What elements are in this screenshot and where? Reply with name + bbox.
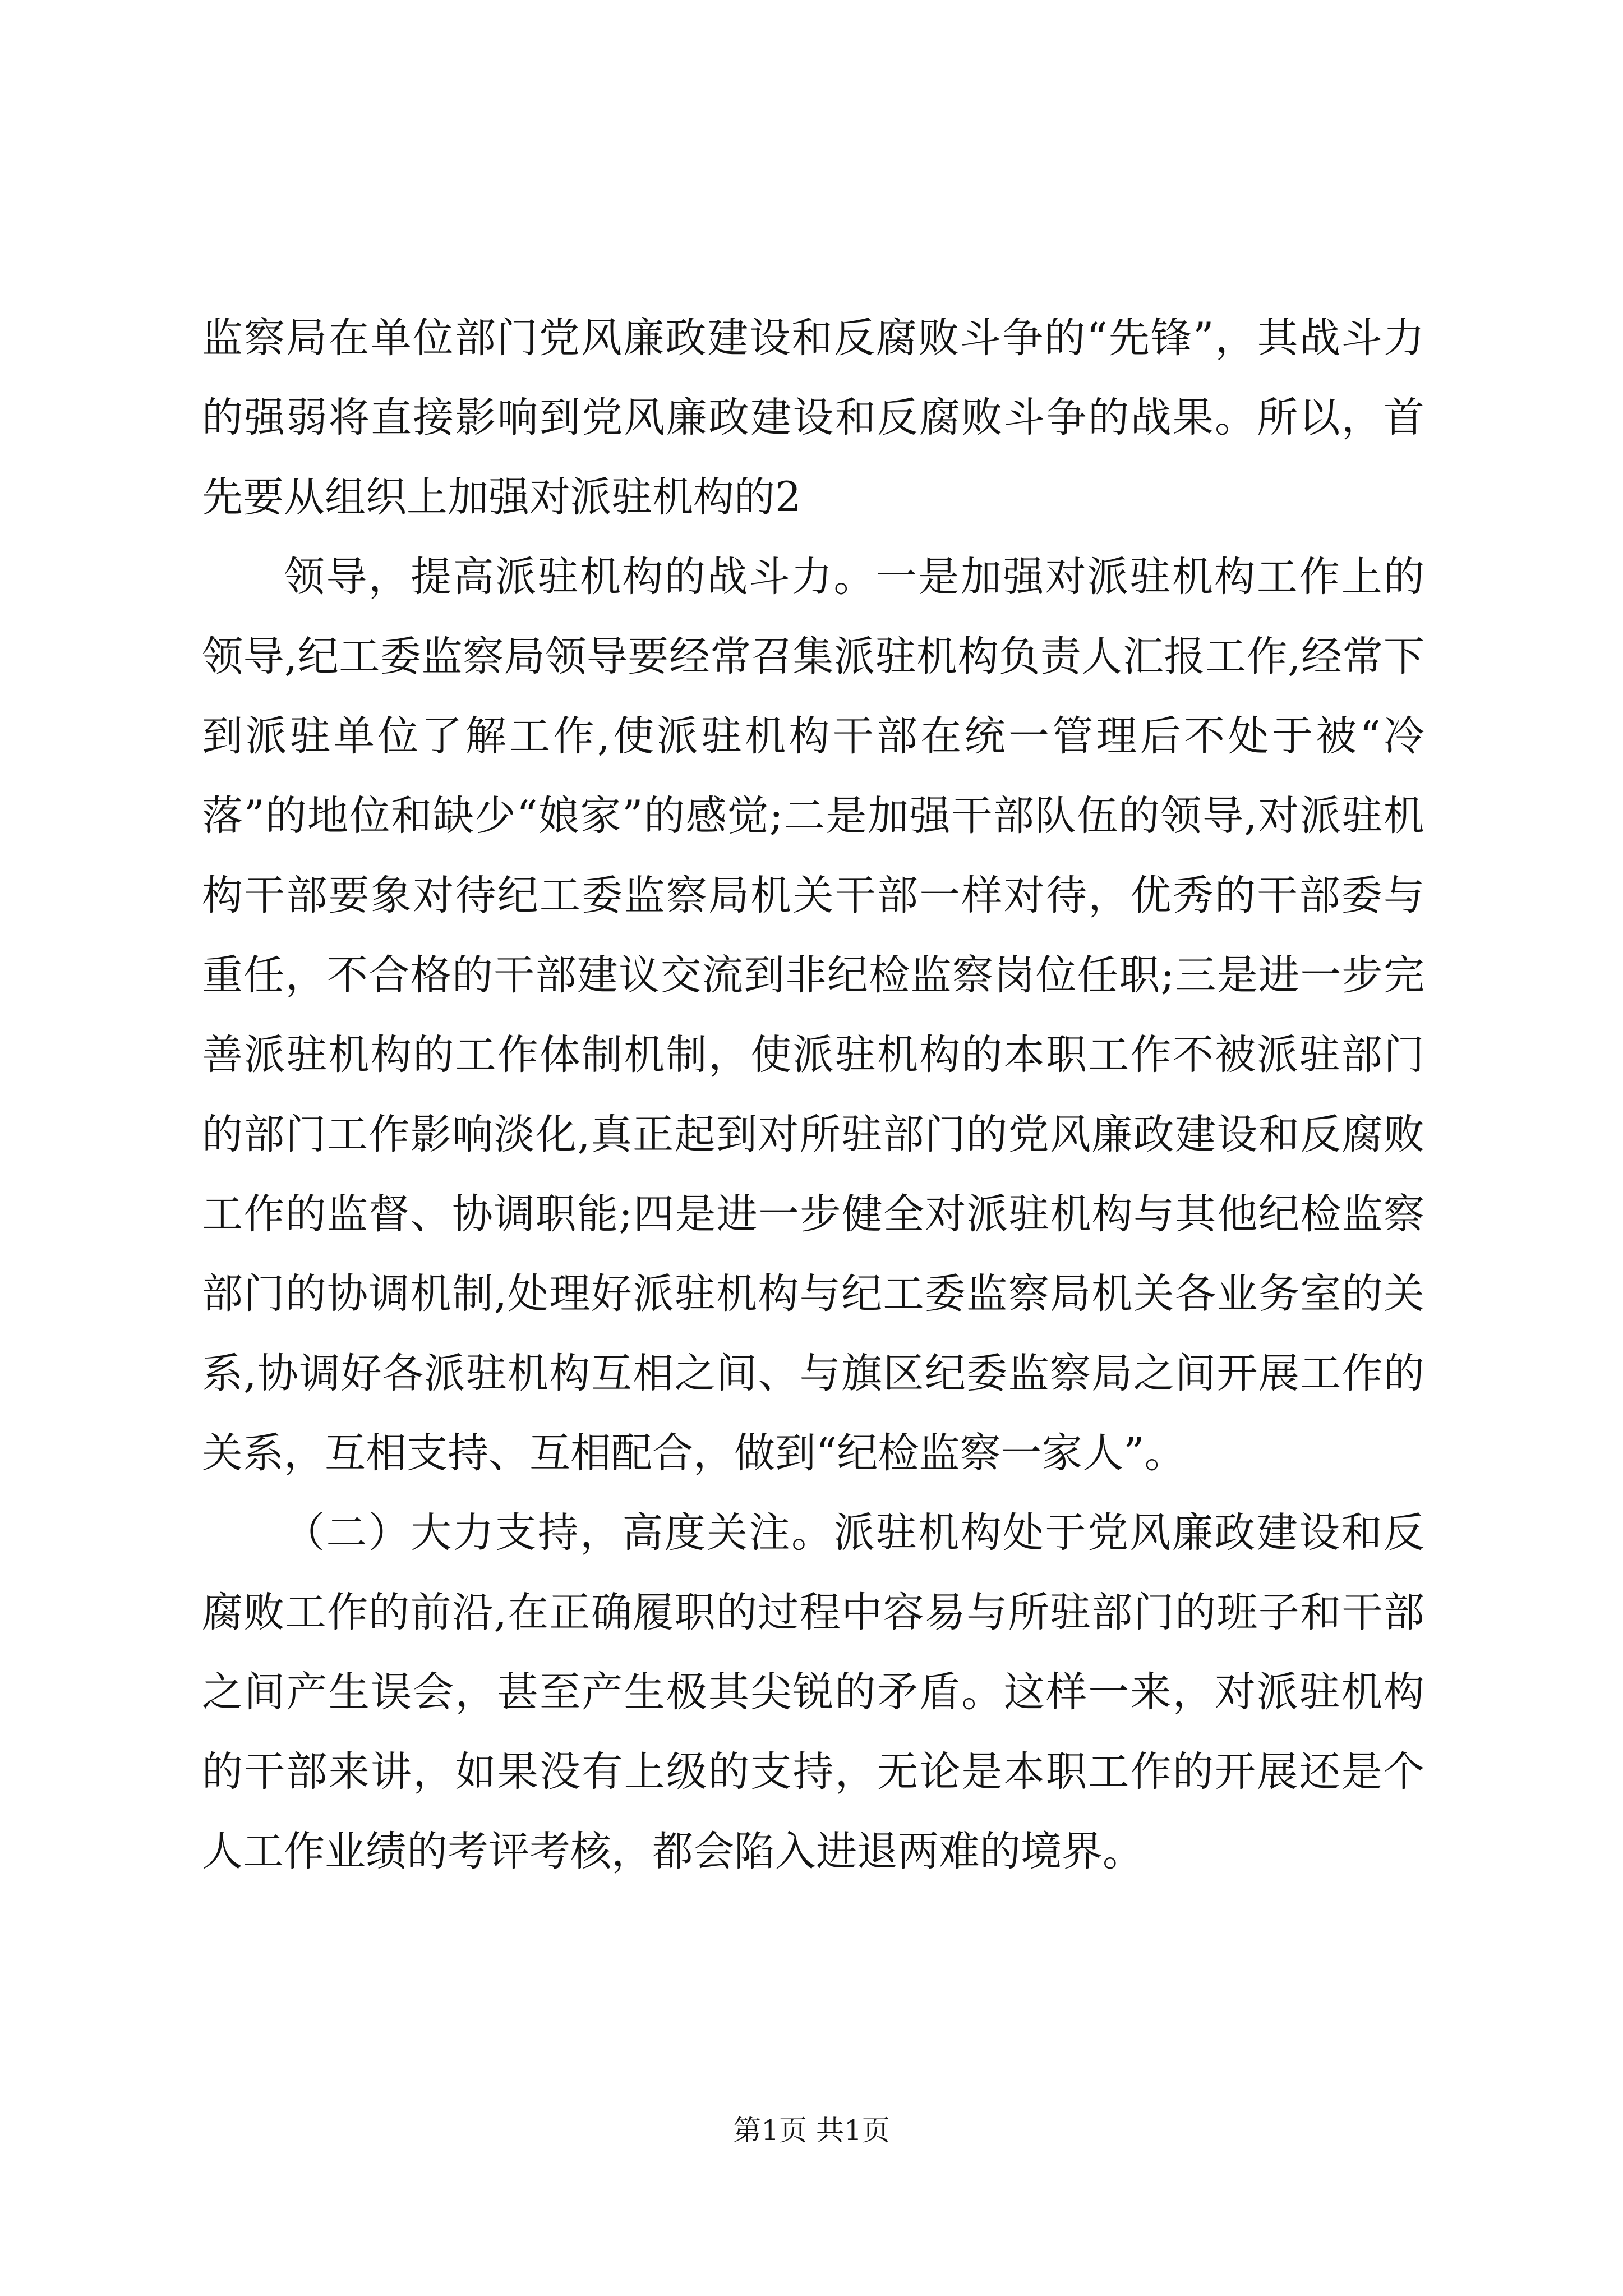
document-body (202, 298, 1424, 1892)
paragraph-continuation: 监察局在单位部门党风廉政建设和反腐败斗争的“先锋”，其战斗力的强弱将直接影响到党风廉政建设和反腐败斗争的战果。所以，首先要从组织上加强对派驻机构的2 (202, 314, 1424, 521)
page-footer: 第1页 共1页 (733, 2114, 890, 2147)
paragraph-leadership: 领导，提高派驻机构的战斗力。一是加强对派驻机构工作上的领导,纪工委监察局领导要经常召集派驻机构负责人汇报工作,经常下到派驻单位了解工作,使派驻机构干部在统一管理后不处于被“冷落”的地位和缺少“娘家”的感觉;二是加强干部队伍的领导,对派驻机构干部要象对待纪工委监察局机关干部一样对待，优秀的干部委与重任，不合格的干部建议交流到非纪检监察岗位任职;三是进一步完善派驻机构的工作体制机制，使派驻机构的本职工作不被派驻部门的部门工作影响淡化,真正起到对所驻部门的党风廉政建设和反腐败工作的监督、协调职能;四是进一步健全对派驻机构与其他纪检监察部门的协调机制,处理好派驻机构与纪工委监察局机关各业务室的关系,协调好各派驻机构互相之间、与旗区纪委监察局之间开展工作的关系，互相支持、互相配合，做到“纪检监察一家人”。 (202, 553, 1425, 1477)
paragraph-support: （二）大力支持，高度关注。派驻机构处于党风廉政建设和反腐败工作的前沿,在正确履职的过程中容易与所驻部门的班子和干部之间产生误会，甚至产生极其尖锐的矛盾。这样一来，对派驻机构的干部来讲，如果没有上级的支持，无论是本职工作的开展还是个人工作业绩的考评考核，都会陷入进退两难的境界。 (202, 1509, 1424, 1875)
